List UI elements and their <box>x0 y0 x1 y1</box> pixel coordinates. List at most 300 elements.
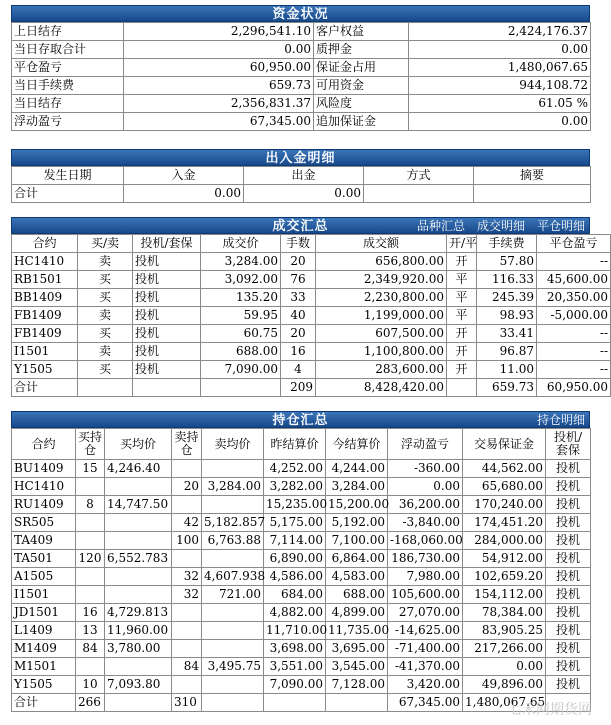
io-header-cell: 入金 <box>124 167 244 185</box>
positions-row <box>12 496 591 514</box>
positions-cell <box>105 478 172 496</box>
positions-cell <box>105 586 172 604</box>
positions-cell <box>76 568 105 586</box>
positions-row <box>12 658 591 676</box>
positions-cell: M1501 <box>12 658 76 676</box>
positions-cell <box>105 532 172 550</box>
positions-total-cell: 266 <box>76 694 105 712</box>
positions-row <box>12 640 591 658</box>
funds-section <box>11 5 590 131</box>
io-total-cell: 0.00 <box>244 185 364 203</box>
funds-label: 保证金占用 <box>314 59 409 77</box>
positions-cell: 11,710.00 <box>264 622 326 640</box>
io-header-cell: 摘要 <box>474 167 591 185</box>
positions-cell: 78,384.00 <box>463 604 546 622</box>
trades-row <box>12 253 611 271</box>
positions-header-cell: 合约 <box>12 429 76 460</box>
positions-cell: 3,282.00 <box>264 478 326 496</box>
trades-cell: 607,500.00 <box>316 325 447 343</box>
trades-cell: 4 <box>281 361 316 379</box>
positions-cell <box>202 640 264 658</box>
trades-links <box>405 218 585 235</box>
trades-cell: BB1409 <box>12 289 78 307</box>
positions-section <box>11 411 590 712</box>
positions-header-cell: 投机/套保 <box>546 429 591 460</box>
io-header-cell: 出金 <box>244 167 364 185</box>
trades-cell: 买 <box>78 325 133 343</box>
positions-cell: 105,600.00 <box>388 586 463 604</box>
positions-cell: SR505 <box>12 514 76 532</box>
positions-cell: 3,698.00 <box>264 640 326 658</box>
trades-header-cell: 开/平 <box>447 235 477 253</box>
positions-header-cell: 浮动盈亏 <box>388 429 463 460</box>
positions-cell: 投机 <box>546 676 591 694</box>
positions-row <box>12 622 591 640</box>
positions-cell: 投机 <box>546 658 591 676</box>
positions-cell: 4,607.938 <box>202 568 264 586</box>
positions-cell: 27,070.00 <box>388 604 463 622</box>
positions-cell: 投机 <box>546 460 591 478</box>
positions-cell <box>105 514 172 532</box>
trades-cell: -- <box>537 343 611 361</box>
trades-cell: 1,199,000.00 <box>316 307 447 325</box>
funds-row <box>12 113 591 131</box>
io-total-cell <box>364 185 474 203</box>
funds-value: 2,356,831.37 <box>124 95 314 113</box>
positions-cell: 7,100.00 <box>326 532 388 550</box>
positions-cell: 0.00 <box>388 478 463 496</box>
trades-header-cell: 手续费 <box>477 235 537 253</box>
positions-total-cell <box>264 694 326 712</box>
funds-label: 追加保证金 <box>314 113 409 131</box>
trades-cell: 买 <box>78 289 133 307</box>
positions-cell: 11,735.00 <box>326 622 388 640</box>
funds-table <box>11 22 591 131</box>
funds-title-bar <box>11 5 590 22</box>
trades-cell: 2,349,920.00 <box>316 271 447 289</box>
trades-header-cell: 合约 <box>12 235 78 253</box>
funds-row <box>12 23 591 41</box>
positions-cell: 3,780.00 <box>105 640 172 658</box>
positions-cell: 3,284.00 <box>326 478 388 496</box>
positions-cell: 49,896.00 <box>463 676 546 694</box>
trades-cell: 平 <box>447 307 477 325</box>
positions-cell <box>202 460 264 478</box>
positions-cell: 投机 <box>546 586 591 604</box>
positions-cell: 4,246.40 <box>105 460 172 478</box>
positions-cell: 688.00 <box>326 586 388 604</box>
positions-cell <box>105 568 172 586</box>
trades-total-cell: 8,428,420.00 <box>316 379 447 397</box>
positions-total-cell: 合计 <box>12 694 76 712</box>
positions-cell: 16 <box>76 604 105 622</box>
positions-cell <box>76 532 105 550</box>
positions-cell: 3,284.00 <box>202 478 264 496</box>
funds-value: 0.00 <box>124 41 314 59</box>
trades-cell: -- <box>537 361 611 379</box>
trades-row <box>12 289 611 307</box>
positions-cell: 83,905.25 <box>463 622 546 640</box>
positions-cell: 4,882.00 <box>264 604 326 622</box>
trades-row <box>12 307 611 325</box>
positions-links <box>525 412 585 429</box>
trades-total-cell <box>447 379 477 397</box>
positions-header-cell: 买持仓 <box>76 429 105 460</box>
positions-cell: RU1409 <box>12 496 76 514</box>
positions-cell: 6,890.00 <box>264 550 326 568</box>
positions-table <box>11 428 591 712</box>
funds-label: 上日结存 <box>12 23 124 41</box>
trades-cell: Y1505 <box>12 361 78 379</box>
trades-cell: -- <box>537 253 611 271</box>
positions-cell: 32 <box>172 586 202 604</box>
funds-row <box>12 41 591 59</box>
trades-cell: 33 <box>281 289 316 307</box>
positions-row <box>12 478 591 496</box>
positions-header-row <box>12 429 591 460</box>
trades-cell: FB1409 <box>12 307 78 325</box>
positions-cell: 170,240.00 <box>463 496 546 514</box>
positions-cell: 投机 <box>546 550 591 568</box>
trades-cell: 656,800.00 <box>316 253 447 271</box>
funds-row <box>12 95 591 113</box>
positions-cell: 3,551.00 <box>264 658 326 676</box>
trades-table <box>11 234 611 397</box>
positions-total-cell <box>105 694 172 712</box>
funds-value: 60,950.00 <box>124 59 314 77</box>
positions-title: 持仓汇总 <box>272 413 329 428</box>
funds-label: 当日结存 <box>12 95 124 113</box>
positions-cell: 7,114.00 <box>264 532 326 550</box>
trades-cell: 76 <box>281 271 316 289</box>
trades-cell: 11.00 <box>477 361 537 379</box>
positions-cell <box>76 514 105 532</box>
io-total-cell <box>474 185 591 203</box>
positions-header-cell: 买均价 <box>105 429 172 460</box>
positions-cell: 5,192.00 <box>326 514 388 532</box>
positions-cell: 5,182.857 <box>202 514 264 532</box>
trades-total-cell <box>78 379 133 397</box>
positions-cell: 投机 <box>546 514 591 532</box>
positions-cell: Y1505 <box>12 676 76 694</box>
trades-cell: FB1409 <box>12 325 78 343</box>
trades-header-cell: 成交额 <box>316 235 447 253</box>
positions-cell: 15,200.00 <box>326 496 388 514</box>
io-title: 出入金明细 <box>265 151 336 166</box>
positions-header-cell: 今结算价 <box>326 429 388 460</box>
trades-total-cell: 60,950.00 <box>537 379 611 397</box>
positions-cell <box>172 640 202 658</box>
positions-cell: 32 <box>172 568 202 586</box>
trades-cell: I1501 <box>12 343 78 361</box>
trades-cell: 平 <box>447 289 477 307</box>
positions-row <box>12 532 591 550</box>
trades-link-2[interactable]: 平仓明细 <box>536 219 585 233</box>
trades-section <box>11 217 608 397</box>
positions-cell <box>202 496 264 514</box>
positions-cell: 投机 <box>546 478 591 496</box>
trades-cell: 40 <box>281 307 316 325</box>
positions-total-cell: 67,345.00 <box>388 694 463 712</box>
trades-cell: 平 <box>447 271 477 289</box>
trades-header-cell: 买/卖 <box>78 235 133 253</box>
positions-cell: TA409 <box>12 532 76 550</box>
trades-cell: 开 <box>447 253 477 271</box>
trades-row <box>12 343 611 361</box>
positions-cell: 6,552.783 <box>105 550 172 568</box>
positions-cell <box>172 550 202 568</box>
positions-cell: 7,090.00 <box>264 676 326 694</box>
positions-total-cell <box>326 694 388 712</box>
positions-cell: TA501 <box>12 550 76 568</box>
positions-cell: BU1409 <box>12 460 76 478</box>
trades-total-cell <box>133 379 201 397</box>
funds-value: 1,480,067.65 <box>409 59 591 77</box>
trades-cell: 116.33 <box>477 271 537 289</box>
positions-header-cell: 昨结算价 <box>264 429 326 460</box>
positions-cell: I1501 <box>12 586 76 604</box>
trades-cell: -- <box>537 325 611 343</box>
funds-value: 2,296,541.10 <box>124 23 314 41</box>
positions-cell <box>76 658 105 676</box>
positions-cell: 投机 <box>546 496 591 514</box>
positions-cell: -168,060.00 <box>388 532 463 550</box>
positions-cell <box>172 460 202 478</box>
positions-cell: 6,864.00 <box>326 550 388 568</box>
positions-cell: 投机 <box>546 604 591 622</box>
trades-cell: 投机 <box>133 325 201 343</box>
positions-cell: 7,093.80 <box>105 676 172 694</box>
positions-cell: 3,420.00 <box>388 676 463 694</box>
positions-cell: -41,370.00 <box>388 658 463 676</box>
funds-label: 风险度 <box>314 95 409 113</box>
positions-total-cell <box>202 694 264 712</box>
trades-cell: HC1410 <box>12 253 78 271</box>
funds-value: 67,345.00 <box>124 113 314 131</box>
positions-cell: 42 <box>172 514 202 532</box>
trades-header-cell: 投机/套保 <box>133 235 201 253</box>
positions-cell: 65,680.00 <box>463 478 546 496</box>
positions-cell: 100 <box>172 532 202 550</box>
io-total-cell: 0.00 <box>124 185 244 203</box>
funds-label: 客户权益 <box>314 23 409 41</box>
positions-cell: 7,128.00 <box>326 676 388 694</box>
positions-cell: JD1501 <box>12 604 76 622</box>
positions-cell: 120 <box>76 550 105 568</box>
positions-cell: 44,562.00 <box>463 460 546 478</box>
io-header-cell: 方式 <box>364 167 474 185</box>
trades-cell: 投机 <box>133 271 201 289</box>
trades-cell: 买 <box>78 361 133 379</box>
positions-cell <box>76 586 105 604</box>
trades-header-cell: 手数 <box>281 235 316 253</box>
positions-cell: 7,980.00 <box>388 568 463 586</box>
positions-cell <box>172 676 202 694</box>
funds-value: 0.00 <box>409 113 591 131</box>
trades-cell: 买 <box>78 271 133 289</box>
funds-label: 浮动盈亏 <box>12 113 124 131</box>
positions-cell: -360.00 <box>388 460 463 478</box>
positions-total-cell: 1,480,067.65 <box>463 694 546 712</box>
trades-row <box>12 361 611 379</box>
positions-cell: 4,244.00 <box>326 460 388 478</box>
positions-cell: 13 <box>76 622 105 640</box>
trades-cell: 7,090.00 <box>201 361 281 379</box>
positions-cell: 102,659.20 <box>463 568 546 586</box>
trades-cell: 投机 <box>133 253 201 271</box>
positions-cell: 217,266.00 <box>463 640 546 658</box>
positions-cell: A1505 <box>12 568 76 586</box>
positions-cell: 10 <box>76 676 105 694</box>
trades-cell: 卖 <box>78 307 133 325</box>
trades-row <box>12 271 611 289</box>
io-header-cell: 发生日期 <box>12 167 124 185</box>
positions-cell: L1409 <box>12 622 76 640</box>
positions-row <box>12 550 591 568</box>
trades-row <box>12 325 611 343</box>
positions-cell <box>202 550 264 568</box>
trades-cell: 投机 <box>133 307 201 325</box>
positions-row <box>12 586 591 604</box>
io-total-row <box>12 185 591 203</box>
io-header-row <box>12 167 591 185</box>
trades-cell: 57.80 <box>477 253 537 271</box>
positions-header-cell: 卖持仓 <box>172 429 202 460</box>
positions-cell: 投机 <box>546 622 591 640</box>
trades-cell: 卖 <box>78 343 133 361</box>
positions-cell: 284,000.00 <box>463 532 546 550</box>
positions-cell: -3,840.00 <box>388 514 463 532</box>
io-title-bar <box>11 149 590 166</box>
positions-cell <box>172 496 202 514</box>
positions-cell: 154,112.00 <box>463 586 546 604</box>
positions-cell: -14,625.00 <box>388 622 463 640</box>
trades-cell: 20 <box>281 253 316 271</box>
trades-header-cell: 成交价 <box>201 235 281 253</box>
trades-total-cell <box>201 379 281 397</box>
positions-row <box>12 676 591 694</box>
funds-value: 659.73 <box>124 77 314 95</box>
positions-cell: 721.00 <box>202 586 264 604</box>
positions-cell: 投机 <box>546 532 591 550</box>
trades-cell: 投机 <box>133 361 201 379</box>
trades-total-cell: 209 <box>281 379 316 397</box>
trades-header-cell: 平仓盈亏 <box>537 235 611 253</box>
positions-cell: 0.00 <box>463 658 546 676</box>
trades-cell: 96.87 <box>477 343 537 361</box>
trades-cell: 60.75 <box>201 325 281 343</box>
positions-link-0[interactable]: 持仓明细 <box>536 413 585 427</box>
trades-cell: 3,284.00 <box>201 253 281 271</box>
positions-cell: 14,747.50 <box>105 496 172 514</box>
positions-total-row <box>12 694 591 712</box>
funds-label: 当日手续费 <box>12 77 124 95</box>
funds-label: 当日存取合计 <box>12 41 124 59</box>
positions-cell <box>76 478 105 496</box>
positions-cell: 3,495.75 <box>202 658 264 676</box>
positions-cell: 15 <box>76 460 105 478</box>
positions-total-cell: 310 <box>172 694 202 712</box>
trades-total-row <box>12 379 611 397</box>
funds-value: 61.05 % <box>409 95 591 113</box>
trades-total-cell: 659.73 <box>477 379 537 397</box>
funds-label: 质押金 <box>314 41 409 59</box>
positions-cell: 684.00 <box>264 586 326 604</box>
trades-title-bar <box>11 217 590 234</box>
positions-row <box>12 604 591 622</box>
positions-cell: 15,235.00 <box>264 496 326 514</box>
positions-header-cell: 交易保证金 <box>463 429 546 460</box>
trades-total-cell: 合计 <box>12 379 78 397</box>
funds-title: 资金状况 <box>272 7 329 22</box>
positions-cell: 4,586.00 <box>264 568 326 586</box>
trades-cell: 688.00 <box>201 343 281 361</box>
trades-cell: -5,000.00 <box>537 307 611 325</box>
positions-cell: 5,175.00 <box>264 514 326 532</box>
watermark: 七禾网期货网 <box>508 702 592 718</box>
positions-cell: 4,252.00 <box>264 460 326 478</box>
trades-cell: 3,092.00 <box>201 271 281 289</box>
funds-value: 944,108.72 <box>409 77 591 95</box>
positions-cell: -71,400.00 <box>388 640 463 658</box>
positions-cell: 54,912.00 <box>463 550 546 568</box>
funds-row <box>12 77 591 95</box>
positions-cell: 20 <box>172 478 202 496</box>
funds-value: 2,424,176.37 <box>409 23 591 41</box>
positions-cell <box>172 622 202 640</box>
positions-header-cell: 卖均价 <box>202 429 264 460</box>
io-total-cell: 合计 <box>12 185 124 203</box>
trades-cell: 2,230,800.00 <box>316 289 447 307</box>
positions-cell: 投机 <box>546 568 591 586</box>
positions-cell: 36,200.00 <box>388 496 463 514</box>
trades-link-0[interactable]: 品种汇总 <box>416 219 465 233</box>
trades-cell: 开 <box>447 325 477 343</box>
positions-cell: 186,730.00 <box>388 550 463 568</box>
positions-cell: 11,960.00 <box>105 622 172 640</box>
trades-cell: 59.95 <box>201 307 281 325</box>
trades-cell: 245.39 <box>477 289 537 307</box>
trades-title: 成交汇总 <box>272 219 329 234</box>
trades-cell: 135.20 <box>201 289 281 307</box>
positions-title-bar <box>11 411 590 428</box>
positions-cell <box>202 676 264 694</box>
trades-cell: RB1501 <box>12 271 78 289</box>
trades-cell: 16 <box>281 343 316 361</box>
positions-cell <box>172 604 202 622</box>
positions-cell: 4,899.00 <box>326 604 388 622</box>
trades-cell: 283,600.00 <box>316 361 447 379</box>
funds-label: 平仓盈亏 <box>12 59 124 77</box>
positions-row <box>12 568 591 586</box>
positions-row <box>12 460 591 478</box>
positions-cell <box>202 622 264 640</box>
funds-value: 0.00 <box>409 41 591 59</box>
positions-cell: M1409 <box>12 640 76 658</box>
trades-cell: 开 <box>447 343 477 361</box>
funds-label: 可用资金 <box>314 77 409 95</box>
trades-cell: 45,600.00 <box>537 271 611 289</box>
trades-cell: 33.41 <box>477 325 537 343</box>
trades-cell: 20,350.00 <box>537 289 611 307</box>
io-table <box>11 166 591 203</box>
positions-cell: 4,583.00 <box>326 568 388 586</box>
funds-row <box>12 59 591 77</box>
positions-cell: 6,763.88 <box>202 532 264 550</box>
trades-link-1[interactable]: 成交明细 <box>476 219 525 233</box>
io-section <box>11 149 590 203</box>
positions-cell: 3,695.00 <box>326 640 388 658</box>
